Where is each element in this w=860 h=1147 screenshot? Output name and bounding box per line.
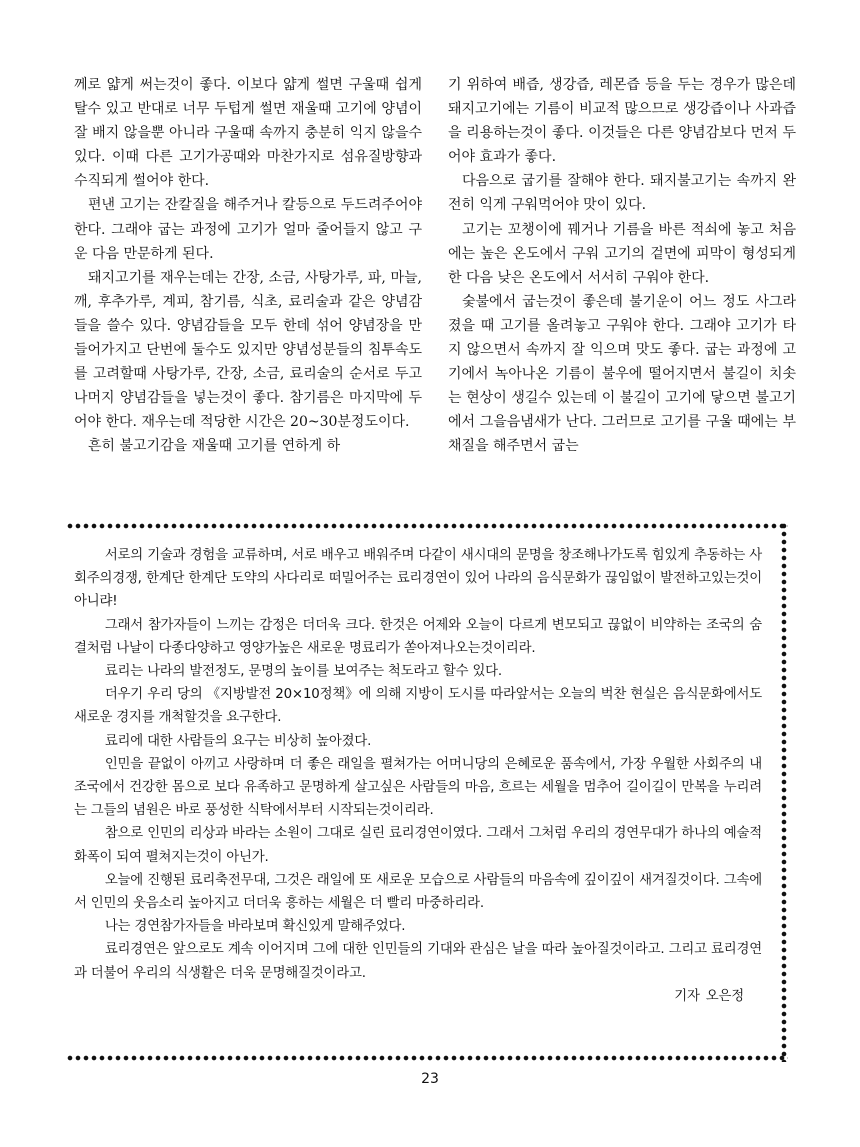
left-paragraph-3: 돼지고기를 재우는데는 간장, 소금, 사탕가루, 파, 마늘, 깨, 후추가루, 계피, 참기름, 식초, 료리술과 같은 양념감들을 쓸수 있다. 양념감들을 모두 한데 섞어 양념장을 만들어가지고 단번에 둘수도 있지만 양념성분들의 침투속도를 고려할때 사탕가루, 간장, 소금, 료리술의 순서로 두고 나머지 양념감들을 넣는것이 좋다. 참기름은 마지막에 두어야 한다. 재우는데 적당한 시간은 20~30분정도이다.	[74, 269, 422, 431]
feature-paragraph-4: 더우기 우리 당의 《지방발전 20×10정책》에 의해 지방이 도시를 따라앞서는 오늘의 벅찬 현실은 음식문화에서도 새로운 경지를 개척할것을 요구한다.	[74, 687, 762, 726]
right-paragraph-2: 다음으로 굽기를 잘해야 한다. 돼지불고기는 속까지 완전히 익게 구워먹어야 맛이 있다.	[448, 173, 796, 214]
feature-paragraph-2: 그래서 참가자들이 느끼는 감정은 더더욱 크다. 한것은 어제와 오늘이 다르게 변모되고 끊없이 비약하는 조국의 숨결처럼 나날이 다종다양하고 영양가높은 새로운 명료리가 쏟아져나오는것이리라.	[74, 617, 762, 656]
right-paragraph-3: 고기는 꼬챙이에 꿰거나 기름을 바른 적쇠에 놓고 처음에는 높은 온도에서 구워 고기의 겉면에 피막이 형성되게 한 다음 낮은 온도에서 서서히 구워야 한다.	[448, 221, 796, 286]
dotted-border-top	[66, 522, 788, 530]
feature-paragraph-9: 나는 경연참가자들을 바라보며 확신있게 말해주었다.	[104, 919, 406, 935]
left-paragraph-1: 께로 얇게 써는것이 좋다. 이보다 얇게 썰면 구울때 쉽게 탈수 있고 반대로 너무 두텁게 썰면 재울때 고기에 양념이 잘 배지 않을뿐 아니라 구울때 속까지 충분히 익지 않을수 있다. 이때 다른 고기가공때와 마찬가지로 섬유질방향과 수직되게 썰어야 한다.	[74, 77, 422, 190]
feature-paragraph-5: 료리에 대한 사람들의 요구는 비상히 높아졌다.	[104, 733, 372, 749]
feature-paragraph-6: 인민을 끝없이 아끼고 사랑하며 더 좋은 래일을 펼쳐가는 어머니당의 은혜로운 품속에서, 가장 우월한 사회주의 내 조국에서 건강한 몸으로 보다 유족하고 문명하게 살고싶은 사람들의 마음, 흐르는 세월을 멈추어 길이길이 만복을 누리려는 그들의 념원은 바로 풍성한 식탁에서부터 시작되는것이리라.	[74, 756, 762, 819]
feature-box	[66, 522, 788, 1062]
right-paragraph-1: 기 위하여 배즙, 생강즙, 레몬즙 등을 두는 경우가 많은데 돼지고기에는 기름이 비교적 많으므로 생강즙이나 사과즙을 리용하는것이 좋다. 이것들은 다른 양념감보다 먼저 두어야 효과가 좋다.	[448, 77, 796, 166]
dotted-border-bottom	[66, 1054, 788, 1062]
left-column	[74, 73, 422, 459]
page-number: 23	[421, 1071, 439, 1087]
feature-body	[74, 544, 762, 1008]
feature-paragraph-3: 료리는 나라의 발전정도, 문명의 높이를 보여주는 척도라고 할수 있다.	[104, 664, 502, 680]
article-columns	[74, 73, 796, 520]
feature-paragraph-7: 참으로 인민의 리상과 바라는 소원이 그대로 실린 료리경연이였다. 그래서 그처럼 우리의 경연무대가 하나의 예술적화폭이 되여 펼쳐지는것이 아닌가.	[74, 826, 762, 865]
right-paragraph-4: 숯불에서 굽는것이 좋은데 불기운이 어느 정도 사그라졌을 때 고기를 올려놓고 구워야 한다. 그래야 고기가 타지 않으면서 속까지 잘 익으며 맛도 좋다. 굽는 과정에 고기에서 녹아나온 기름이 불우에 떨어지면서 불길이 치솟는 현상이 생길수 있는데 이 불길이 고기에 닿으면 불고기에서 그을음냄새가 난다. 그러므로 고기를 구울 때에는 부채질을 해주면서 굽는	[448, 293, 796, 455]
right-column	[448, 73, 796, 459]
left-paragraph-2: 편낸 고기는 잔칼질을 해주거나 칼등으로 두드려주어야 한다. 그래야 굽는 과정에 고기가 얼마 줄어들지 않고 구운 다음 만문하게 된다.	[74, 197, 422, 262]
feature-paragraph-8: 오늘에 진행된 료리축전무대, 그것은 래일에 또 새로운 모습으로 사람들의 마음속에 깊이깊이 새겨질것이다. 그속에서 인민의 웃음소리 높아지고 더더욱 흥하는 세월은 더 빨리 마중하리라.	[74, 872, 762, 912]
left-paragraph-4: 흔히 불고기감을 재울때 고기를 연하게 하	[88, 438, 341, 455]
feature-paragraph-10: 료리경연은 앞으로도 계속 이어지며 그에 대한 인민들의 기대와 관심은 날을 따라 높아질것이라고. 그리고 료리경연과 더불어 우리의 식생활은 더욱 문명해질것이라고.	[74, 942, 762, 981]
byline: 기자 오은정	[674, 988, 744, 1004]
feature-paragraph-1: 서로의 기술과 경험을 교류하며, 서로 배우고 배워주며 다같이 새시대의 문명을 창조해나가도록 힘있게 추동하는 사회주의경쟁, 한계단 한계단 도약의 사다리로 떠밀어주는 료리경연이 있어 나라의 음식문화가 끊임없이 발전하고있는것이 아니랴!	[74, 548, 762, 610]
dotted-border-right	[780, 522, 788, 1062]
